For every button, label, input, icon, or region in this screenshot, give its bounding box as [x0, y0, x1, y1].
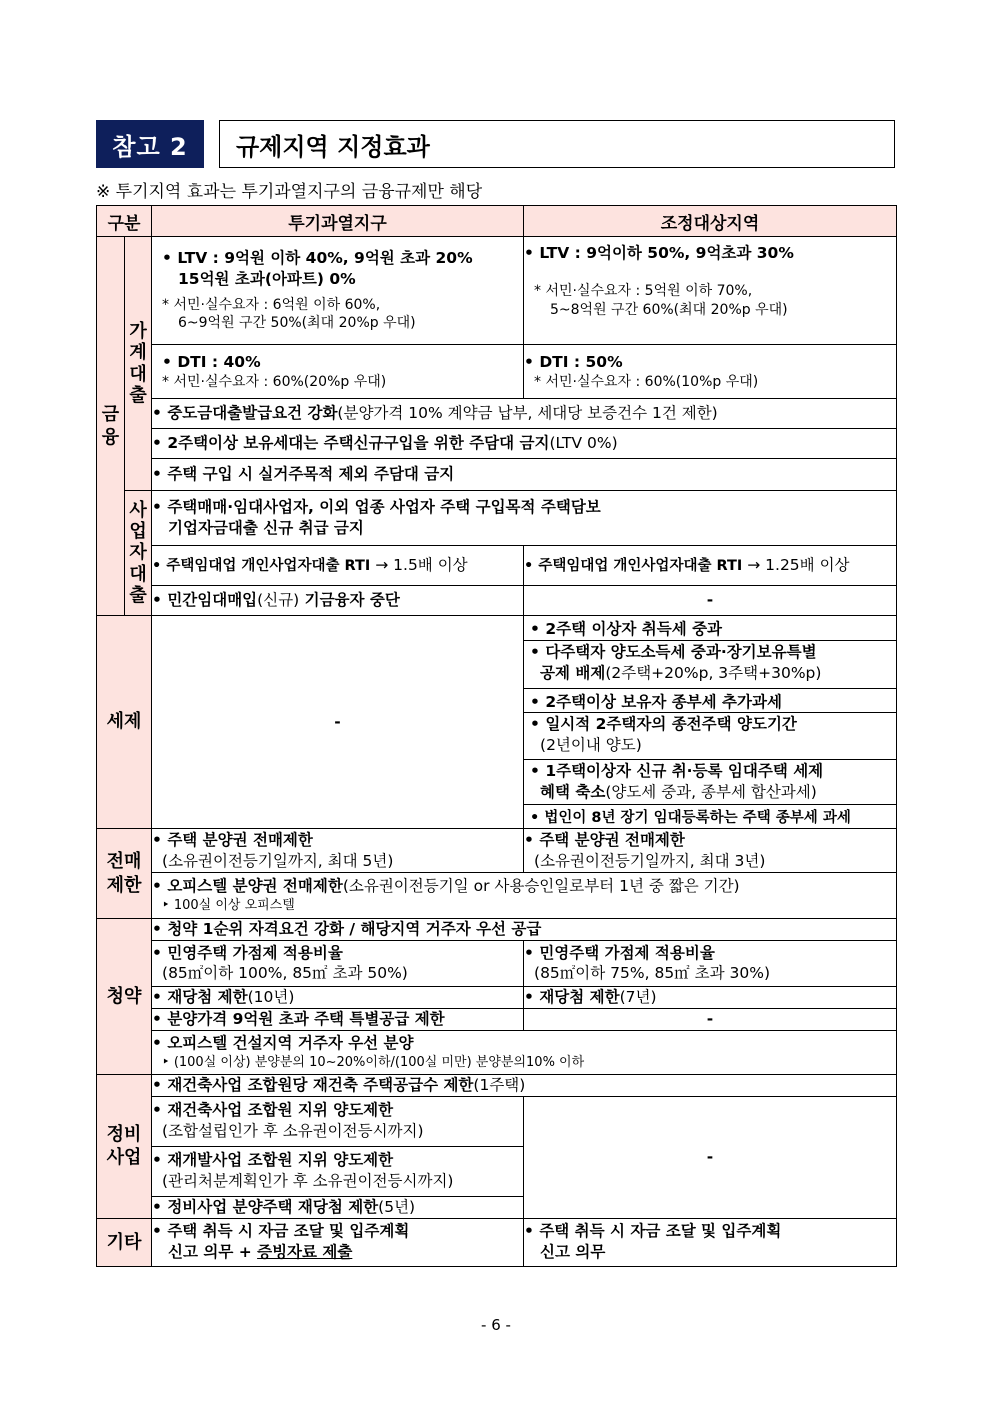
group-subscription: 청약	[97, 919, 152, 1075]
group-resale: 전매 제한	[97, 829, 152, 919]
rti-overheated: • 주택임대업 개인사업자대출 RTI → 1.5배 이상	[152, 546, 524, 586]
resale-adjusted: • 주택 분양권 전매제한 (소유권이전등기일까지, 최대 3년)	[524, 829, 897, 873]
table-row	[97, 1074, 897, 1096]
table-row	[97, 940, 897, 986]
table-row	[97, 459, 897, 491]
note: ※ 투기지역 효과는 투기과열지구의 금융규제만 해당	[96, 182, 483, 202]
rewin-overheated: • 재당첨 제한(10년)	[152, 986, 524, 1008]
private-rental-loan-adjusted: -	[524, 586, 897, 616]
resale-overheated: • 주택 분양권 전매제한 (소유권이전등기일까지, 최대 5년)	[152, 829, 524, 873]
officetel-priority: • 오피스텔 건설지역 거주자 우선 분양 ‣ (100실 이상) 분양분의 10~20%이하/(100실 미만) 분양분의10% 이하	[152, 1030, 897, 1074]
table-row	[97, 429, 897, 459]
header-category: 구분	[97, 206, 152, 237]
table-row	[97, 1096, 897, 1146]
special-supply-adjusted: -	[524, 1008, 897, 1030]
table-header-row	[97, 206, 897, 237]
group-etc: 기타	[97, 1218, 152, 1266]
table-row	[97, 1030, 897, 1074]
table-row	[97, 345, 897, 399]
points-adjusted: • 민영주택 가점제 적용비율 (85㎡이하 75%, 85㎡ 초과 30%)	[524, 940, 897, 986]
tax-overheated: -	[152, 616, 524, 829]
first-rank-rule: • 청약 1순위 자격요건 강화 / 해당지역 거주자 우선 공급	[152, 919, 897, 941]
table-row	[97, 1008, 897, 1030]
residence-purpose-rule: • 주택 구입 시 실거주목적 제외 주담대 금지	[152, 459, 897, 491]
table-row	[97, 237, 897, 345]
interim-loan-rule: • 중도금대출발급요건 강화(분양가격 10% 계약금 납부, 세대당 보증건수 1건 제한)	[152, 399, 897, 429]
ltv-overheated: • LTV : 9억원 이하 40%, 9억원 초과 20% 15억원 초과(아파트) 0% * 서민·실수요자 : 6억원 이하 60%, 6~9억원 구간 50%(최대 20%p 우대)	[152, 237, 524, 345]
group-finance: 금 융	[97, 237, 125, 616]
group-tax: 세제	[97, 616, 152, 829]
dti-adjusted: • DTI : 50% * 서민·실수요자 : 60%(10%p 우대)	[524, 345, 897, 399]
multi-home-loan-ban: • 2주택이상 보유세대는 주택신규구입을 위한 주담대 금지(LTV 0%)	[152, 429, 897, 459]
table-row	[97, 399, 897, 429]
page-title: 규제지역 지정효과	[219, 120, 895, 168]
redevelopment-transfer-limit: • 재개발사업 조합원 지위 양도제한 (관리처분계획인가 후 소유권이전등시까지)	[152, 1146, 524, 1196]
etc-overheated: • 주택 취득 시 자금 조달 및 입주계획 신고 의무 + 증빙자료 제출	[152, 1218, 524, 1266]
subgroup-household-loan: 가 계 대 출	[125, 237, 152, 491]
rewin-adjusted: • 재당첨 제한(7년)	[524, 986, 897, 1008]
private-rental-loan: • 민간임대매입(신규) 기금융자 중단	[152, 586, 524, 616]
table-row	[97, 616, 897, 829]
header-col2: 조정대상지역	[524, 206, 897, 237]
table-row	[97, 919, 897, 941]
tax-adjusted: • 2주택 이상자 취득세 중과 • 다주택자 양도소득세 중과·장기보유특별 공제 배제(2주택+20%p, 3주택+30%p) • 2주택이상 보유자 종부세 추가과세 • 일시적 2주택자의 종전주택 양도기간 (2년이내 양도) • 1주택이상자 신규 취·등록 임대주택 세제 혜택 축소(양도세 중과, 종부세 합산과세) • 법인이 8년 장기 임대등록하는 주택 종부세 과세	[524, 616, 897, 829]
redevelopment-rewin-limit: • 정비사업 분양주택 재당첨 제한(5년)	[152, 1196, 524, 1218]
subgroup-business-loan: 사 업 자 대 출	[125, 491, 152, 616]
business-loan-ban: • 주택매매·임대사업자, 이외 업종 사업자 주택 구입목적 주택담보 기업자금대출 신규 취급 금지	[152, 491, 897, 546]
regulation-table	[96, 205, 897, 1267]
table-row	[97, 873, 897, 919]
dti-overheated: • DTI : 40% * 서민·실수요자 : 60%(20%p 우대)	[152, 345, 524, 399]
points-overheated: • 민영주택 가점제 적용비율 (85㎡이하 100%, 85㎡ 초과 50%)	[152, 940, 524, 986]
table-row	[97, 491, 897, 546]
group-redevelopment: 정비 사업	[97, 1074, 152, 1218]
table-row	[97, 829, 897, 873]
officetel-resale: • 오피스텔 분양권 전매제한(소유권이전등기일 or 사용승인일로부터 1년 중 짧은 기간) ‣ 100실 이상 오피스텔	[152, 873, 897, 919]
table-row	[97, 986, 897, 1008]
header-col1: 투기과열지구	[152, 206, 524, 237]
redevelopment-adjusted: -	[524, 1096, 897, 1218]
special-supply-limit: • 분양가격 9억원 초과 주택 특별공급 제한	[152, 1008, 524, 1030]
table-row	[97, 586, 897, 616]
page-number: - 6 -	[481, 1316, 511, 1334]
rti-adjusted: • 주택임대업 개인사업자대출 RTI → 1.25배 이상	[524, 546, 897, 586]
table-row	[97, 546, 897, 586]
reconstruction-supply-limit: • 재건축사업 조합원당 재건축 주택공급수 제한(1주택)	[152, 1074, 897, 1096]
ltv-adjusted: • LTV : 9억이하 50%, 9억초과 30% * 서민·실수요자 : 5억원 이하 70%, 5~8억원 구간 60%(최대 20%p 우대)	[524, 237, 897, 345]
reference-badge: 참고 2	[96, 120, 204, 168]
etc-adjusted: • 주택 취득 시 자금 조달 및 입주계획 신고 의무	[524, 1218, 897, 1266]
table-row	[97, 1218, 897, 1266]
reconstruction-transfer-limit: • 재건축사업 조합원 지위 양도제한 (조합설립인가 후 소유권이전등시까지)	[152, 1096, 524, 1146]
